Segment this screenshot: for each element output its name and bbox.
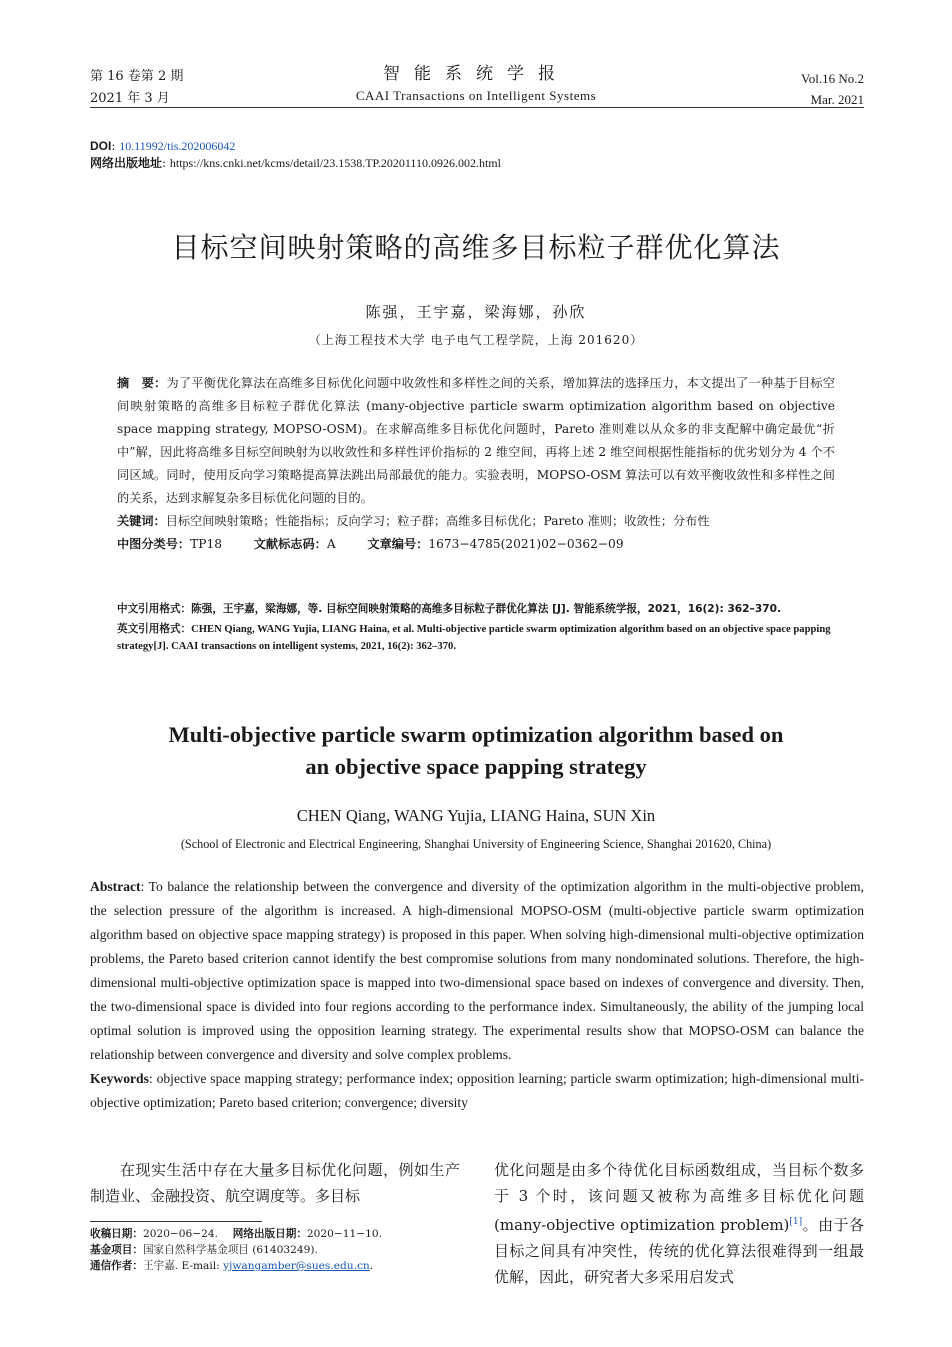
- doi-label: DOI: [90, 139, 112, 153]
- keywords-cn-label: 关键词：: [117, 514, 166, 528]
- citation-block: [117, 601, 835, 658]
- paper-title-cn: 目标空间映射策略的高维多目标粒子群优化算法: [171, 231, 781, 264]
- paper-title-en-line1: Multi-objective particle swarm optimization algorithm based on: [168, 722, 784, 747]
- journal-name-en: CAAI Transactions on Intelligent Systems: [355, 88, 597, 103]
- online-address-url[interactable]: https://kns.cnki.net/kcms/detail/23.1538.TP.20201110.0926.002.html: [169, 156, 501, 170]
- date-cn: 2021 年 3 月: [90, 91, 170, 106]
- article-no-label: 文章编号：: [367, 537, 429, 551]
- online-date-label: 网络出版日期：: [232, 1228, 307, 1240]
- header-right: [801, 68, 864, 110]
- paper-title-en: [0, 719, 952, 783]
- abstract-cn-label: 摘 要：: [117, 376, 167, 390]
- keywords-cn: 目标空间映射策略；性能指标；反向学习；粒子群；高维多目标优化；Pareto 准则；收敛性；分布性: [165, 514, 710, 528]
- corresponding-label: 通信作者：: [90, 1260, 143, 1272]
- body-column-right: [494, 1157, 864, 1290]
- online-date: 2020−11−10.: [306, 1228, 382, 1240]
- email-end: .: [369, 1260, 374, 1272]
- fund-label: 基金项目：: [90, 1244, 143, 1256]
- doi-block: DOI: 10.11992/tis.202006042 网络出版地址: https://kns.cnki.net/kcms/detail/23.1538.TP.20201110.0926.002.html: [90, 139, 501, 170]
- clc-label: 中图分类号：: [117, 537, 191, 551]
- doi-link[interactable]: 10.11992/tis.202006042: [119, 139, 236, 153]
- keywords-en: : objective space mapping strategy; performance index; opposition learning; particle swarm optimization; high-dimensional multi-objective optimization; Pareto based criterion; convergence; diversity: [90, 1071, 864, 1110]
- corresponding-author: 王宇嘉. E-mail:: [142, 1260, 224, 1272]
- body-column-left: [90, 1157, 460, 1209]
- journal-name-cn: 智能系统学报: [383, 64, 569, 84]
- fund-value: 国家自然科学基金项目 (61403249).: [142, 1244, 318, 1256]
- abstract-en: [90, 875, 864, 1115]
- date-en: Mar. 2021: [810, 92, 864, 107]
- citation-en-label: 英文引用格式：: [117, 623, 192, 635]
- abstract-en-text: : To balance the relationship between the convergence and diversity of the optimization algorithm in the multi-objective problem, the selection pressure of the algorithm is increased. A high-dimensional MOPSO-OSM (multi-objective particle swarm optimization algorithm based on objective space mapping strategy) is proposed in this paper. When solving high-dimensional multi-objective optimization problems, the Pareto based criterion cannot identify the best compromise solutions from many nondominated solutions. Therefore, the high-dimensional multi-objective optimization space is mapped into two-dimensional space based on indexes of convergence and diversity. Then, the two-dimensional space is divided into four regions according to the performance index. Simultaneously, the ability of the jumping local optimal solution is improved using the opposition learning strategy. The experimental results show that MOPSO-OSM can balance the relationship between convergence and diversity and solve complex problems.: [90, 879, 864, 1062]
- body-text-right-b: 。由于各目标之间具有冲突性，传统的优化算法很难得到一组最优解，因此，研究者大多采用启发式: [494, 1216, 864, 1286]
- header-divider: [90, 107, 864, 108]
- body-text-right-a: 优化问题是由多个待优化目标函数组成，当目标个数多于 3 个时，该问题又被称为高维多目标优化问题 (many-objective optimization problem): [494, 1161, 864, 1234]
- received-date: 2020−06−24.: [142, 1228, 219, 1240]
- citation-cn-label: 中文引用格式：: [117, 603, 192, 615]
- paper-title-en-line2: an objective space papping strategy: [305, 754, 647, 779]
- doc-code-value: A: [326, 537, 336, 551]
- keywords-en-label: Keywords: [90, 1071, 149, 1086]
- reference-marker[interactable]: [1]: [789, 1217, 803, 1227]
- citation-cn: 陈强，王宇嘉，梁海娜，等. 目标空间映射策略的高维多目标粒子群优化算法 [J]. 智能系统学报，2021，16(2): 362–370.: [191, 603, 781, 615]
- authors-en: CHEN Qiang, WANG Yujia, LIANG Haina, SUN Xin: [296, 806, 656, 825]
- abstract-cn: [117, 372, 835, 556]
- abstract-en-label: Abstract: [90, 879, 141, 894]
- citation-en: CHEN Qiang, WANG Yujia, LIANG Haina, et al. Multi-objective particle swarm optimization algorithm based on an objective space papping strategy[J]. CAAI transactions on intelligent systems, 2021, 16(2): 362–370.: [117, 624, 831, 652]
- footnote: [90, 1226, 382, 1274]
- authors-cn: 陈强，王宇嘉，梁海娜，孙欣: [365, 303, 587, 321]
- volume-en: Vol.16 No.2: [801, 71, 864, 86]
- online-address-label: 网络出版地址: [90, 156, 163, 170]
- email-link[interactable]: yjwangamber@sues.edu.cn: [223, 1260, 370, 1272]
- received-label: 收稿日期：: [90, 1228, 143, 1240]
- affiliation-en: (School of Electronic and Electrical Engineering, Shanghai University of Engineering Science, Shanghai 201620, China): [180, 837, 772, 851]
- article-no-value: 1673−4785(2021)02−0362−09: [428, 537, 624, 551]
- body-paragraph: 在现实生活中存在大量多目标优化问题，例如生产制造业、金融投资、航空调度等。多目标: [90, 1161, 460, 1205]
- volume-cn: 第 16 卷第 2 期: [90, 69, 184, 84]
- doc-code-label: 文献标志码：: [253, 537, 327, 551]
- footnote-divider: [90, 1221, 262, 1222]
- affiliation-cn: （上海工程技术大学 电子电气工程学院，上海 201620）: [308, 333, 644, 347]
- abstract-cn-text: 为了平衡优化算法在高维多目标优化问题中收敛性和多样性之间的关系，增加算法的选择压力，本文提出了一种基于目标空间映射策略的高维多目标粒子群优化算法 (many-objective particle swarm optimization algorithm based on objective space mapping strategy, MOPSO-OSM)。在求解高维多目标优化问题时，Pareto 准则难以从众多的非支配解中确定最优“折中”解，因此将高维多目标空间映射为以收敛性和多样性评价指标的 2 维空间，再将上述 2 维空间根据性能指标的优劣划分为 4 个不同区域。同时，使用反向学习策略提高算法跳出局部最优的能力。实验表明，MOPSO-OSM 算法可以有效平衡收敛性和多样性之间的关系，达到求解复杂多目标优化问题的目的。: [117, 376, 835, 505]
- clc-value: TP18: [190, 537, 222, 551]
